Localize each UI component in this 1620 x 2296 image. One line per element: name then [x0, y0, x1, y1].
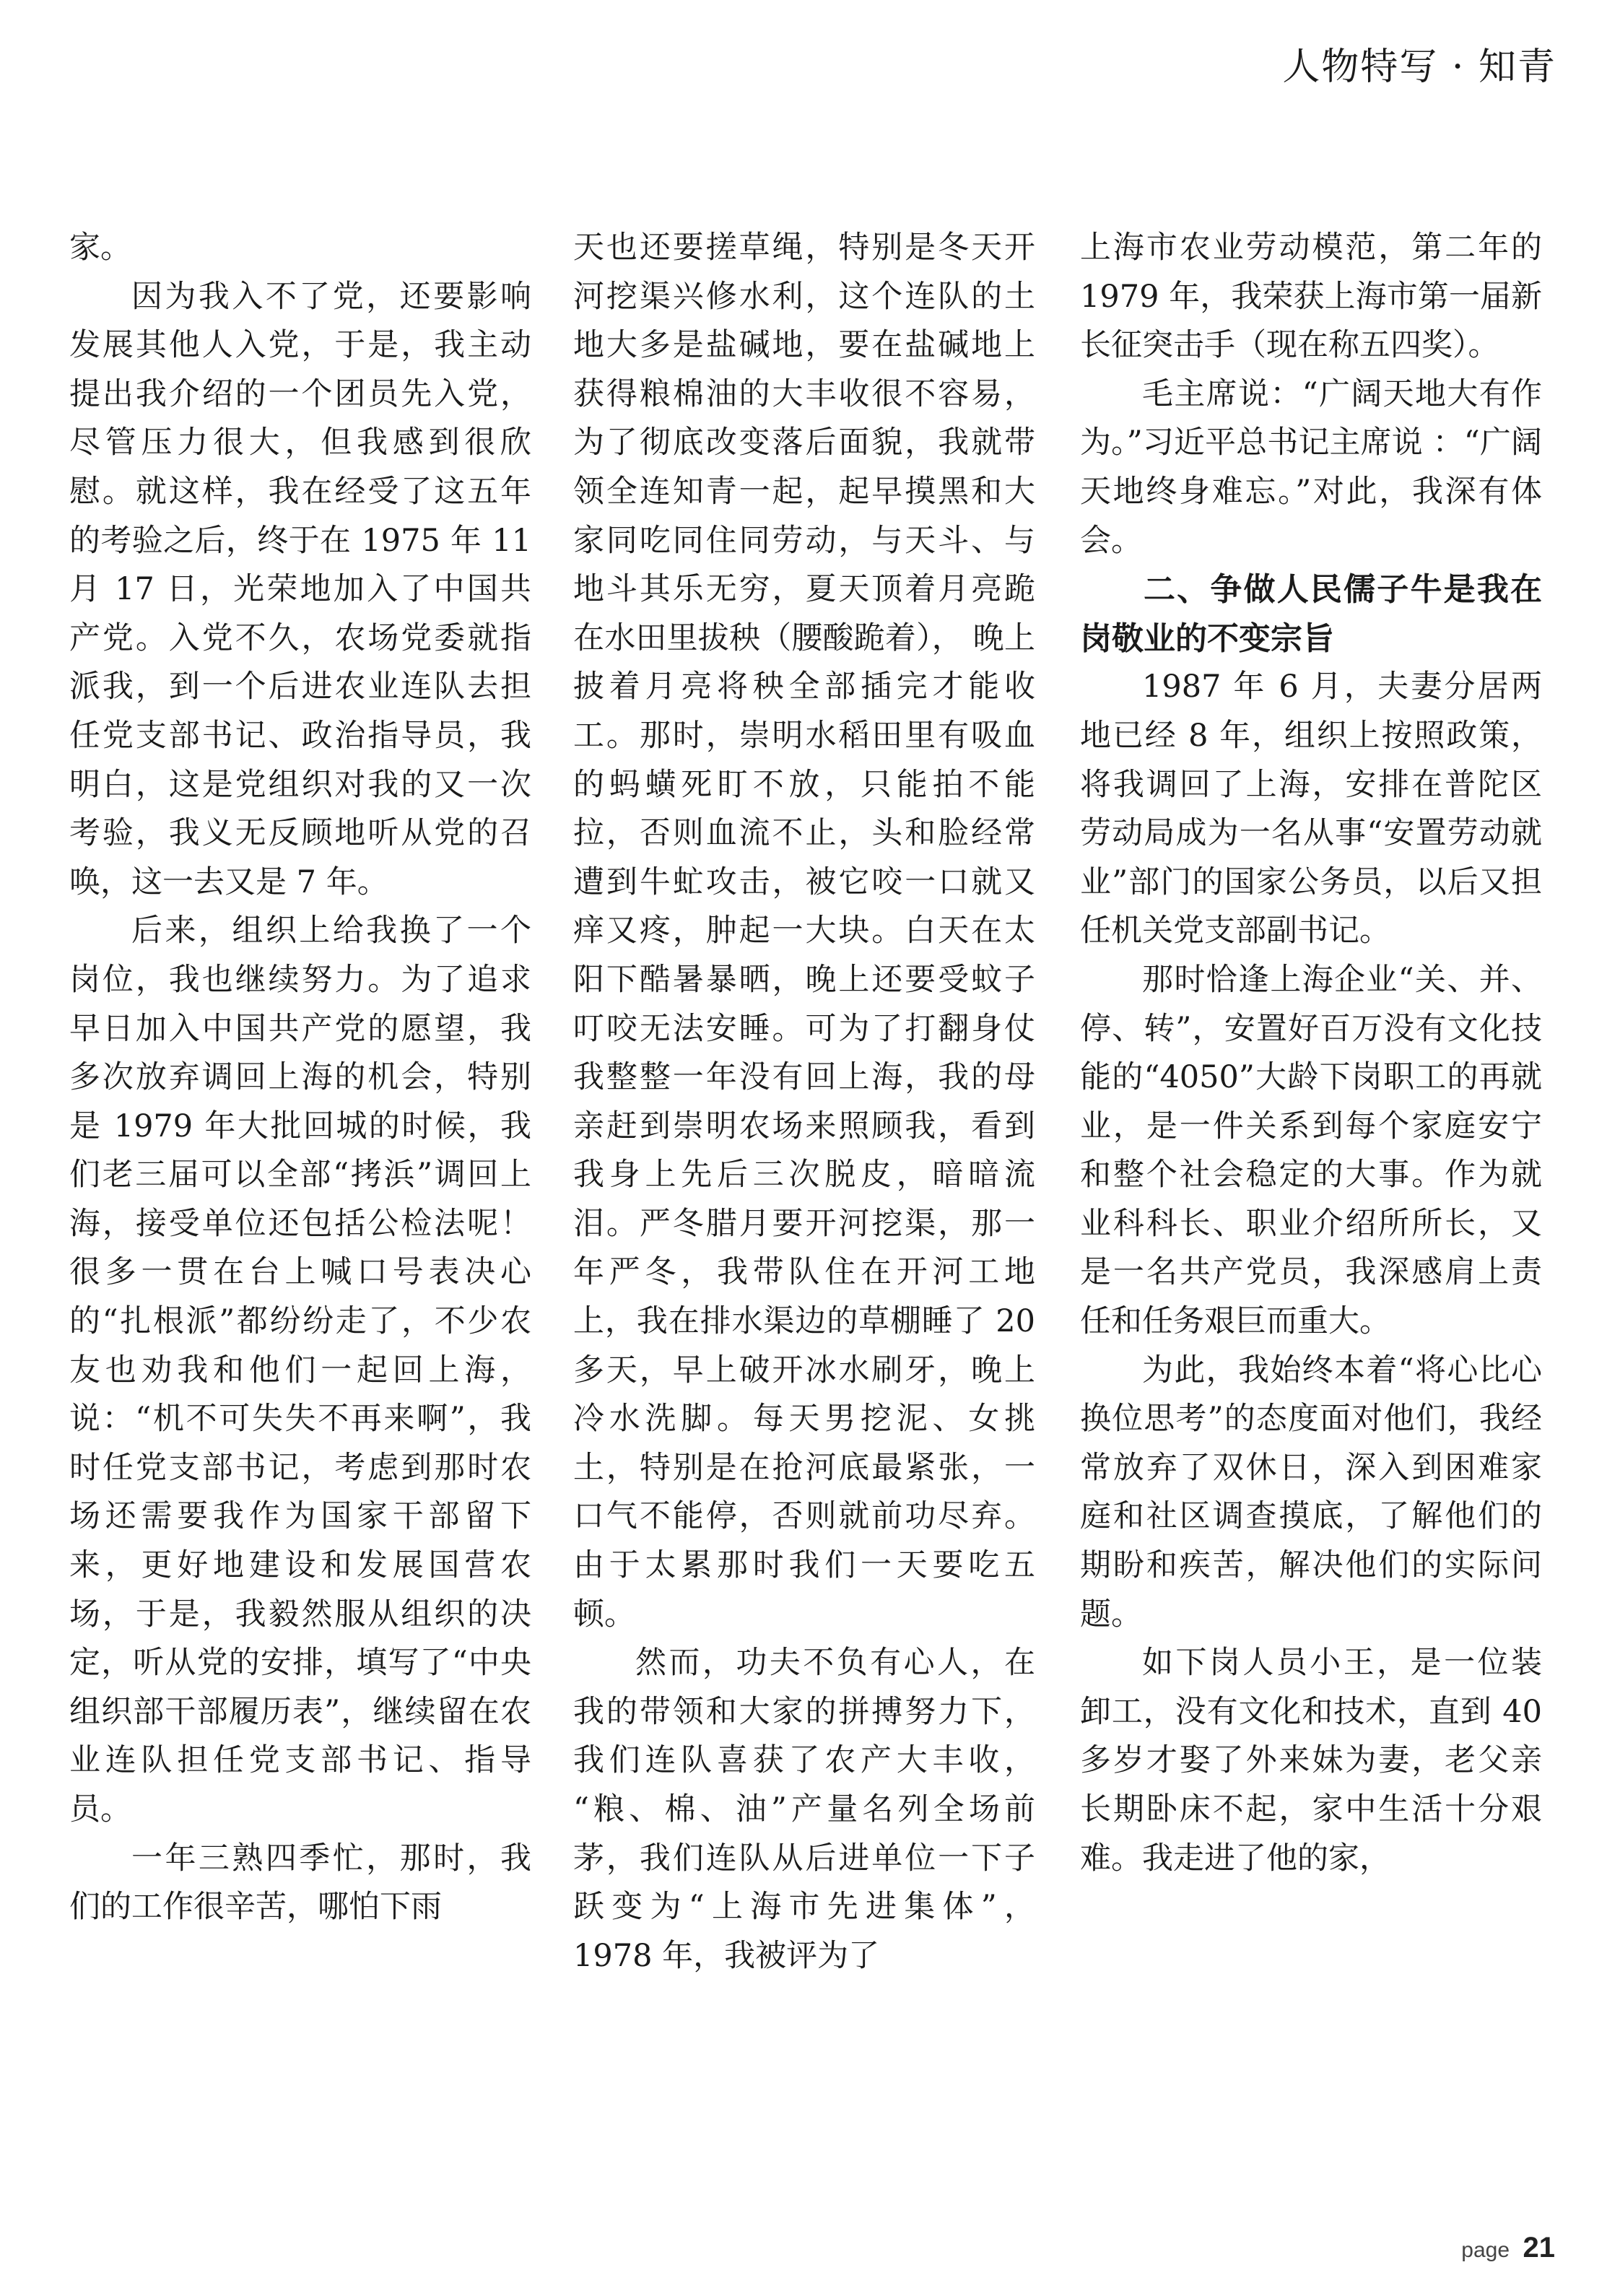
paragraph: 毛主席说：“广阔天地大有作为。”习近平总书记主席说 ：“广阔天地终身难忘。”对此，我深有体会。: [1080, 375, 1542, 559]
article-column-2: [573, 224, 1035, 1980]
page-footer: [1461, 2232, 1555, 2264]
page-number: 21: [1523, 2232, 1555, 2264]
paragraph: 天也还要搓草绳，特别是冬天开河挖渠兴修水利，这个连队的土地大多是盐碱地，要在盐碱地上获得粮棉油的大丰收很不容易，为了彻底改变落后面貌，我就带领全连知青一起，起早摸黑和大家同吃同住同劳动，与天斗、与地斗其乐无穷，夏天顶着月亮跪在水田里拔秧（腰酸跪着）， 晚上披着月亮将秧全部插完才能收工。那时，崇明水稻田里有吸血的蚂蟥死盯不放，只能拍不能拉，否则血流不止，头和脸经常遭到牛虻攻击，被它咬一口就又痒又疼，肿起一大块。白天在太阳下酷暑暴晒，晚上还要受蚊子叮咬无法安睡。可为了打翻身仗我整整一年没有回上海，我的母亲赶到崇明农场来照顾我，看到我身上先后三次脱皮，暗暗流泪。严冬腊月要开河挖渠，那一年严冬，我带队住在开河工地上，我在排水渠边的草棚睡了 20 多天，早上破开冰水刷牙，晚上冷水洗脚。每天男挖泥、女挑土，特别是在抢河底最紧张，一口气不能停，否则就前功尽弃。由于太累那时我们一天要吃五顿。: [573, 230, 1035, 1632]
paragraph: 为此，我始终本着“将心比心换位思考”的态度面对他们，我经常放弃了双休日，深入到困难家庭和社区调查摸底，了解他们的期盼和疾苦，解决他们的实际问题。: [1080, 1352, 1542, 1632]
section-header: 人物特写 · 知青: [1282, 45, 1556, 89]
paragraph: 如下岗人员小王，是一位装卸工，没有文化和技术，直到 40 多岁才娶了外来妹为妻，老父亲长期卧床不起，家中生活十分艰难。我走进了他的家，: [1080, 1645, 1542, 1877]
page-label: page: [1461, 2238, 1510, 2262]
paragraph: 那时恰逢上海企业“关、并、停、转”，安置好百万没有文化技能的“4050”大龄下岗职工的再就业，是一件关系到每个家庭安宁和整个社会稳定的大事。作为就业科科长、职业介绍所所长，又是一名共产党员，我深感肩上责任和任务艰巨而重大。: [1080, 961, 1542, 1340]
paragraph: 上海市农业劳动模范，第二年的 1979 年，我荣获上海市第一届新长征突击手（现在称五四奖）。: [1080, 230, 1542, 364]
paragraph: 家。: [69, 230, 131, 266]
paragraph: 然而，功夫不负有心人，在我的带领和大家的拼搏努力下，我们连队喜获了农产大丰收， “粮、棉、油”产量名列全场前茅，我们连队从后进单位一下子跃变为“上海市先进集体”， 1978 年，我被评为了: [573, 1645, 1035, 1974]
section-heading: 二、争做人民儒子牛是我在岗敬业的不变宗旨: [1080, 571, 1542, 657]
article-column-1: [69, 224, 531, 1932]
paragraph: 1987 年 6 月，夫妻分居两地已经 8 年，组织上按照政策，将我调回了上海，安排在普陀区劳动局成为一名从事“安置劳动就业”部门的国家公务员，以后又担任机关党支部副书记。: [1080, 669, 1542, 949]
paragraph: 后来，组织上给我换了一个岗位，我也继续努力。为了追求早日加入中国共产党的愿望，我多次放弃调回上海的机会，特别是 1979 年大批回城的时候，我们老三届可以全部“拷浜”调回上海，接受单位还包括公检法呢！很多一贯在台上喊口号表决心的“扎根派”都纷纷走了，不少农友也劝我和他们一起回上海，说：“机不可失失不再来啊”，我时任党支部书记，考虑到那时农场还需要我作为国家干部留下来，更好地建设和发展国营农场，于是，我毅然服从组织的决定，听从党的安排，填写了“中央组织部干部履历表”，继续留在农业连队担任党支部书记、指导员。: [69, 913, 531, 1827]
paragraph: 一年三熟四季忙，那时，我们的工作很辛苦，哪怕下雨: [69, 1840, 531, 1926]
article-column-3: [1080, 224, 1542, 1883]
paragraph: 因为我入不了党，还要影响发展其他人入党，于是，我主动提出我介绍的一个团员先入党，尽管压力很大，但我感到很欣慰。就这样，我在经受了这五年的考验之后，终于在 1975 年 11 月 17 日，光荣地加入了中国共产党。入党不久，农场党委就指派我，到一个后进农业连队去担任党支部书记、政治指导员，我明白，这是党组织对我的又一次考验，我义无反顾地听从党的召唤，这一去又是 7 年。: [69, 278, 531, 900]
